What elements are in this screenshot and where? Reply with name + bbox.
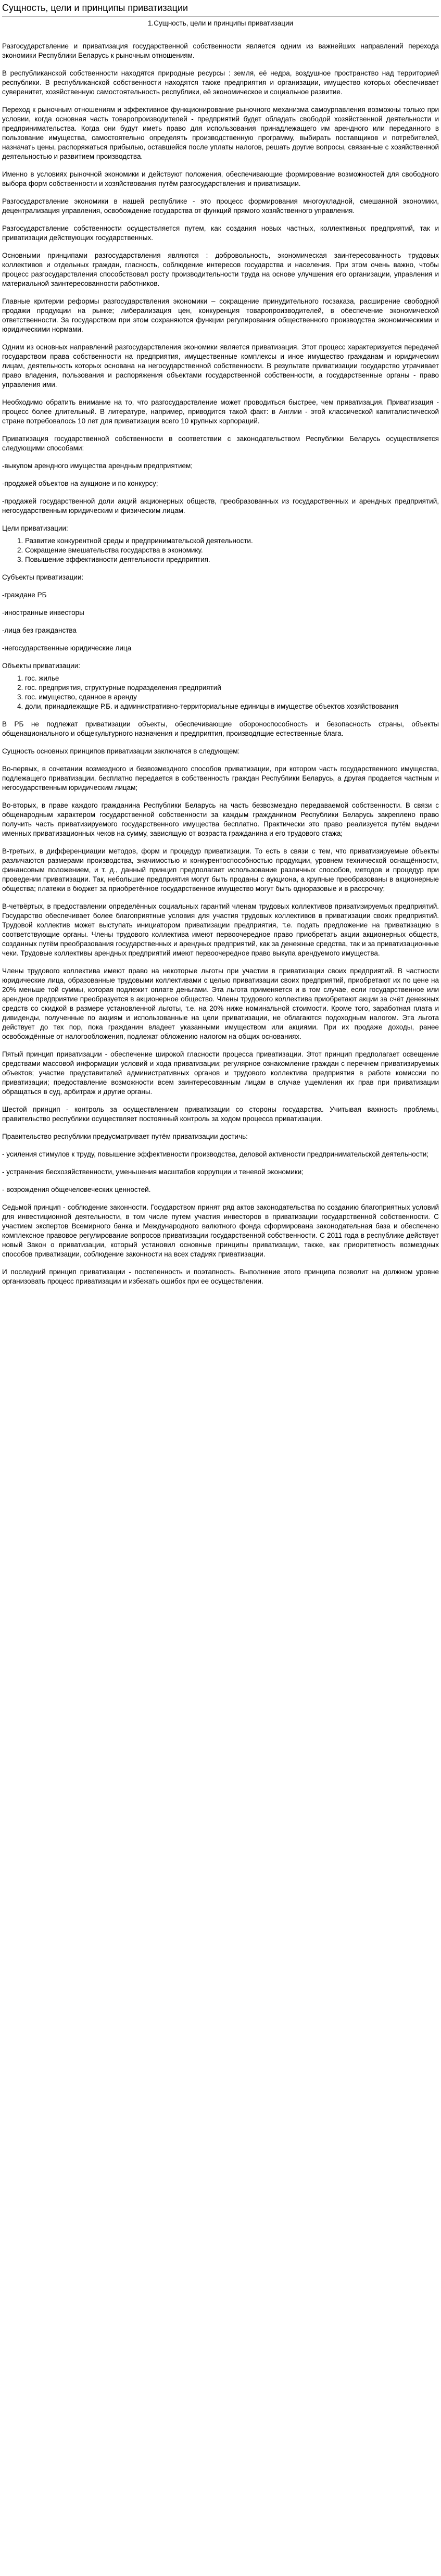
intro-section [2,42,439,453]
list-item: 2. Сокращение вмешательства государства в экономику. [25,546,439,555]
paragraph: Седьмой принцип - соблюдение законности. Государством принят ряд актов законодательства по созданию благоприятных условий для инвестиционной деятельности, в том числе путем участия инвесторов в приватизации государственной собственности. С участием экспертов Всемирного банка и Международного валютного фонда сформирована законодательная база и обеспечено комплексное правовое регулирование вопросов приватизации государственной собственности. С 2011 года в республике действует новый Закон о приватизации, который установил основные принципы приватизации, также, как приоритетность возмездных способов приватизации, соблюдение законности на всех стадиях приватизации. [2,1203,439,1258]
list-item: -продажей объектов на аукционе и по конкурсу; [2,480,158,487]
paragraph: Во-вторых, в праве каждого гражданина Республики Беларусь на часть безвозмездно передаваемой собственности. В связи с общенародным характером государственной собственности за каждым гражданином Республики Беларусь закреплено право получить часть приватизируемого государственного имущества бесплатно. Практически это право реализуется путём выдачи именных приватизационных чеков на сумму, зависящую от возраста гражданина и его трудового стажа; [2,801,439,837]
principles-section [2,720,439,1141]
paragraph: Члены трудового коллектива имеют право на некоторые льготы при участии в приватизации своих предприятий. В частности юридические лица, образованные трудовыми коллективами с целью приватизации своих предприятий, приобретают их по цене на 20% меньше той суммы, которая подлежит оплате деньгами. Эта льгота применяется и в том случае, если государственное или арендное предприятие преобразуется в акционерное общество. Члены трудового коллектива приобретают акции за счёт денежных средств со скидкой в размере установленной льготы, т.е. на 20% ниже номинальной стоимости. Кроме того, заработная плата и дивиденды, полученные по акциям и использованные на цели приватизации, не облагаются подоходным налогом. Эта льгота действует до тех пор, пока гражданин владеет указанными имуществом или акциями. При их продаже доходы, ранее освобождённые от налогообложения, подлежат обложению налогом на общих основаниях. [2,967,439,1040]
paragraph: Переход к рыночным отношениям и эффективное функционирование рыночного механизма самоурпавления возможны только при условии, когда основная часть товаропроизводителей - предприятий будет обладать свободой хозяйственной деятельности и предпринимательства. Когда они будут иметь право для использования принадлежащего им арендного или переданного в пользование имущества, самостоятельно определять производственную программу, выбирать поставщиков и потребителей, назначать цены, распоряжаться прибылью, оставшейся после уплаты налогов, решать другие вопросы, связанные с хозяйственной деятельностью и развитием производства. [2,106,439,160]
paragraph: Правительство республики предусматривает путём приватизации достичь: [2,1133,248,1140]
paragraph: Сущность основных принципов приватизации заключатся в следующем: [2,747,240,755]
goals-list [2,536,439,564]
paragraph: В-четвёртых, в предоставлении определённых социальных гарантий членам трудовых коллективов приватизируемых предприятий. Государство обеспечивает более благоприятные условия для участия трудовых коллективов в приватизации своих предприятий. Трудовой коллектив может выступать инициатором приватизации предприятия, т.е. подать предложение на приватизацию в соответствующие органы. Члены трудового коллектива имеют первоочередное право приобретать акции акционерных обществ, созданных путём преобразования государственных и арендных предприятий, как за денежные средства, так и за приватизационные чеки. Трудовые коллективы арендных предприятий имеют первоочередное право выкупа арендуемого имущества. [2,902,439,957]
paragraph: В-третьих, в дифференциации методов, форм и процедур приватизации. То есть в связи с тем, что приватизируемые объекты различаются размерами производства, значимостью и конкурентоспособностью продукции, уровнем технической оснащённости, финансовым положением, и т. д., данный принцип предполагает использование различных способов, методов и процедур при проведении приватизации. Так, небольшие предприятия могут быть проданы с аукциона, а крупные преобразованы в акционерные общества; платежи в бюджет за приобретённое государственное имущество могут быть одноразовые и в рассрочку; [2,847,439,893]
list-item: 1. Развитие конкурентной среды и предпринимательской деятельности. [25,536,439,546]
goals-heading: Цели приватизации: [2,524,68,532]
list-item: 4. доли, принадлежащие Р.Б. и административно-территориальные единицы в имуществе объектов хозяйствования [25,702,439,711]
list-item: 3. Повышение эффективности деятельности предприятия. [25,555,439,564]
closing-section [2,1203,439,1286]
objects-heading: Объекты приватизации: [2,662,81,670]
list-item: - возрождения общечеловеческих ценностей. [2,1186,151,1193]
list-item: 1. гос. жилье [25,674,439,683]
targets-list [2,1150,439,1195]
list-item: - устранения бесхозяйственности, уменьшения масштабов коррупции и теневой экономики; [2,1168,304,1176]
paragraph: Необходимо обратить внимание на то, что разгосударствление может проводиться быстрее, чем приватизация. Приватизация - процесс более длительный. В литературе, например, приводится такой факт: в Англии - этой классической капиталистической стране потребовалось 10 лет для приватизации всего 10 крупных корпораций. [2,398,439,425]
paragraph: В РБ не подлежат приватизации объекты, обеспечивающие обороноспособность и безопасность страны, объекты общенационального и общекультурного назначения и предприятия, производящие естественные блага. [2,720,439,737]
list-item: - усиления стимулов к труду, повышение эффективности производства, деловой активности предпринимательской деятельности; [2,1150,429,1158]
list-item: -продажей государственной доли акций акционерных обществ, преобразованных из государственных и арендных предприятий, негосударственным юридическим и физическим лицам. [2,497,439,514]
paragraph: Основными принципами разгосударствления являются : добровольность, экономическая заинтересованность трудовых коллективов и отдельных граждан, гласность, соблюдение интересов государства и населения. При этом очень важно, чтобы процесс разгосударствления способствовал росту производительности труда на основе улучшения его организации, управления и материальной заинтересованности работников. [2,252,439,287]
objects-list [2,674,439,711]
paragraph: Во-первых, в сочетании возмездного и безвозмездного способов приватизации, при котором часть государственного имущества, подлежащего приватизации, бесплатно передается в собственность граждан Республики Беларусь, а другая продается частным и негосударственным юридическим лицам; [2,765,439,791]
paragraph: Одним из основных направлений разгосударствления экономики является приватизация. Этот процесс характеризуется передачей государством права собственности на предприятия, имущественные комплексы и иное имущество гражданам и юридическим лицам, деятельность которых основана на негосударственной собственности. В результате приватизации государство утрачивает право владения, пользования и распоряжения объектами государственной собственности, а государственные органы - право управления ими. [2,343,439,388]
subjects-heading: Субъекты приватизации: [2,573,84,581]
list-item: -лица без гражданства [2,626,77,634]
paragraph: Главные критерии реформы разгосударствления экономики – сокращение принудительного госзаказа, расширение свободной продажи продукции на рынке; либерализация цен, конкуренция товаропроизводителей, в обеспечение экономической ответственности. За государством при этом сохраняются функции регулирования общественного производства экономическими и юридическими нормами. [2,297,439,333]
list-item: -иностранные инвесторы [2,609,84,617]
paragraph: Разгосударствление экономики в нашей республике - это процесс формирования многоукладной, смешанной экономики, децентрализация управления, освобождение государства от функций прямого хозяйственного управления. [2,197,439,215]
paragraph: Разгосударствление собственности осуществляется путем, как создания новых частных, коллективных предприятий, так и приватизации действующих государственных. [2,224,439,242]
paragraph: И последний принцип приватизации - постепенность и поэтапность. Выполнение этого принципа позволит на должном уровне организовать процесс приватизации и избежать ошибок при ее осуществлении. [2,1268,439,1285]
paragraph: В республиканской собственности находятся природные ресурсы : земля, её недра, воздушное пространство над территорией республики. В республиканской собственности находятся также предприятия и организации, имущество которых обеспечивает суверенитет, хозяйственную самостоятельность республики, её экономическое и социальное развитие. [2,69,439,96]
paragraph: Разгосударствление и приватизация государственной собственности является одним из важнейших направлений перехода экономики Республики Беларусь к рыночным отношениям. [2,42,439,59]
list-item: -негосударственные юридические лица [2,644,132,652]
page-title: Сущность, цели и принципы приватизации [2,2,439,17]
list-item: 3. гос. имущество, сданное в аренду [25,693,439,702]
subjects-list [2,590,439,653]
section-heading: 1.Сущность, цели и принципы приватизации [147,19,294,27]
list-item: 2. гос. предприятия, структурные подразделения предприятий [25,683,439,693]
paragraph: Шестой принцип - контроль за осуществлением приватизации со стороны государства. Учитывая важность проблемы, правительство республики осуществляет постоянный контроль за ходом процесса приватизации. [2,1105,439,1123]
paragraph: Пятый принцип приватизации - обеспечение широкой гласности процесса приватизации. Этот принцип предполагает освещение средствами массовой информации условий и хода приватизации; регулярное ознакомление граждан с перечнем приватизируемых объектов; участие представителей административных органов и трудового коллектива предприятия в работе комиссии по приватизации; предоставление возможности всем заинтересованным лицам в случае ущемления их прав при приватизации обращаться в суд, арбитраж и другие органы. [2,1050,439,1096]
paragraph: Именно в условиях рыночной экономики и действуют положения, обеспечивающие формирование возможностей для свободного выбора форм собственности и хозяйствования путём разгосударствления и приватизации. [2,170,439,187]
list-item: -граждане РБ [2,591,47,599]
paragraph: Приватизация государственной собственности в соответствии с законодательством Республики Беларусь осуществляется следующими способами: [2,435,439,452]
methods-list [2,461,439,516]
list-item: -выкупом арендного имущества арендным предприятием; [2,462,193,470]
